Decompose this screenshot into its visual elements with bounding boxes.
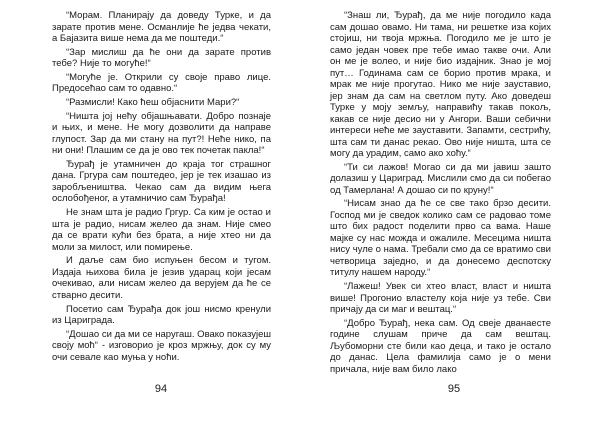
page-number: 95 xyxy=(447,383,461,395)
paragraph: “Могуће је. Открили су своје право лице. Предосећао сам то одавно.“ xyxy=(52,71,271,95)
paragraph: И даље сам био испуњен бесом и тугом. Издаја њихова била је језив ударац који јесам очекивао, али нисам желео да верујем да ће се стварно десити. xyxy=(52,255,271,301)
paragraph: “Ти си лажов! Могао си да ми јавиш зашто долазиш у Цариград. Мислили смо да си побегао од Тамерлана! А дошао си по круну!“ xyxy=(330,161,551,196)
paragraph: “Размисли! Како ћеш објаснити Мари?“ xyxy=(66,97,240,109)
paragraph: “Добро Ђурађ, нека сам. Од свеје дванаесте године слушам приче да сам вештац. Љубоморни сте били као деца, и тако је остало до данас. Цела фамилија само је о мени причала, није вам било лако xyxy=(330,317,551,375)
paragraph: “Знаш ли, Ђурађ, да ме није погодило када сам дошао овамо. Ни тама, ни решетке иза којих стојиш, ни твоја мржња. Погодило ме је што је само један човек пре тебе имао такве очи. Али он ме је волео, и није био издајник. Знао је мој пут… Годинама сам се борио против мрака, и мрак ме није прогутао. Нико ме није зауставио, јер знам да сам на светлом путу. Ако доведеш Турке у моју земљу, направићу такав покољ, какав се није десио ни у Ангори. Ваши себични интереси неће ме зауставити. Запамти, сестрићу, шта сам ти данас рекао. Ово није ништа, шта се могу да урадим, само ако хоћу.“ xyxy=(330,10,551,159)
right-page-text xyxy=(330,10,551,377)
paragraph: “Зар мислиш да ће они да зарате против тебе? Није то могуће!“ xyxy=(52,46,271,70)
paragraph: Не знам шта је радио Гргур. Са ким је остао и шта је радио, нисам желео да знам. Није смео да се врати кући без брата, а није хтео ни да моли за милост, или помирење. xyxy=(52,207,271,253)
page-number: 94 xyxy=(154,383,168,395)
right-page xyxy=(300,0,600,424)
paragraph: “Лажеш! Увек си хтео власт, власт и ништа више! Прогонио властелу која није уз тебе. Сви причају да си маг и вештац.“ xyxy=(330,281,551,316)
paragraph: Посетио сам Ђурађа док још нисмо кренули из Цариграда. xyxy=(52,303,271,326)
paragraph: Ђурађ је утамничен до краја тог страшног дана. Гргура сам поштедео, јер је тек изашао из заробљеништва. Чекао сам да видим њега ослобођеног, а утамничио сам Ђурађа! xyxy=(52,158,271,205)
paragraph: “Нисам знао да ће се све тако брзо десити. Господ ми је сведок колико сам се радовао томе што бих радост поделити прво са вама. Наше мајке су нас можда и ожалиле. Месецима ништа нису чуле о нама. Требали смо да се вратимо сви четворица заједно, и да донесемо деспотску титулу нашем народу.“ xyxy=(330,198,551,279)
paragraph: “Морам. Планирају да доведу Турке, и да зарате против мене. Османлије ће једва чекати, а Бајазита више нема да ме поштеди.“ xyxy=(52,10,271,44)
left-page-text xyxy=(52,10,271,365)
paragraph: “Дошао си да ми се наругаш. Овако показујеш своју моћ“ - изговорио је кроз мржњу, док су му очи севале као муња у ноћи. xyxy=(52,328,271,363)
paragraph: “Ништа јој нећу објашњавати. Добро познаје и њих, и мене. Не могу дозволити да направе глупост. Зар да ми стану на пут?! Неће нико, па ни они! Плашим се да је ово тек почетак пакла!“ xyxy=(52,110,271,157)
